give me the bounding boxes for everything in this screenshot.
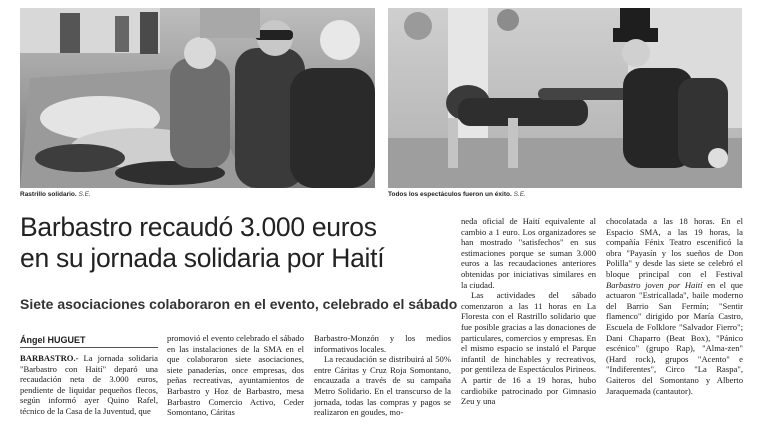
paragraph: La recaudación se distribuirá al 50% entre Cáritas y Cruz Roja Somontano, encauzada a través de su campaña Metro Solidario. En el transcurso de la jornada, todas las compras y pagos se realizaron en goudes, mo- <box>314 354 451 418</box>
paragraph-text: chocolatada a las 18 horas. En el Espacio SMA, a las 19 horas, la compañía Fénix Teatro escenificó la obra "Payasín y los sueños de Don Polilla" y desde las siete se celebró el bloque principal con el Festival <box>606 216 743 279</box>
byline: Ángel HUGUET <box>20 335 158 348</box>
article-column-1 <box>20 353 158 417</box>
paragraph: neda oficial de Haití equivalente al cambio a 1 euro. Los organizadores se han mostrado "satisfechos" en sus estimaciones porque se suman 3.000 euros a las recaudaciones anteriores obtenidas por iniciativas similares en la ciudad. <box>461 216 596 290</box>
subheadline: Siete asociaciones colaboraron en el evento, celebrado el sábado <box>20 296 458 312</box>
paragraph: promovió el evento celebrado el sábado en las instalaciones de la SMA en el que colaboraron siete asociaciones, siete panaderías, once empresas, dos peñas recreativas, ayuntamientos de Barbastro y Hoz de Barbastro, mesa Barbastro Comercio Activo, Ceder Somontano, Cáritas <box>167 333 304 418</box>
article-column-5 <box>606 216 743 396</box>
article-column-3 <box>314 333 451 418</box>
paragraph-text: La jornada solidaria "Barbastro con Haití" deparó una recaudación neta de 3.000 euros, pendiente de liquidar pequeños flecos, según informó ayer Quino Rafel, técnico de la Casa de la Juventud, que <box>20 353 158 416</box>
photo-rastrillo <box>20 8 375 188</box>
right-photo-caption <box>388 191 526 198</box>
paragraph <box>606 216 743 396</box>
left-caption-credit: S.E. <box>78 191 91 198</box>
dateline: BARBASTRO.- <box>20 353 79 363</box>
right-caption-title: Todos los espectáculos fueron un éxito. <box>388 191 512 198</box>
paragraph <box>20 353 158 417</box>
right-caption-credit: S.E. <box>513 191 526 198</box>
article-column-4 <box>461 216 596 407</box>
photo-espectaculos <box>388 8 742 188</box>
left-photo-caption <box>20 191 91 198</box>
paragraph: Las actividades del sábado comenzaron a las 11 horas en La Floresta con el Rastrillo solidario que fue posible gracias a las donaciones de particulares, comercios y empresas. En el mismo espacio se instaló el Parque infantil de hinchables y recreativos, por gentileza de Espectáculos Pirineos. A partir de 16 a 19 horas, hubo cardiobike patrocinado por Gimnasio Zeu y una <box>461 290 596 407</box>
article-column-2 <box>167 333 304 418</box>
headline <box>20 212 460 274</box>
headline-line-2: en su jornada solidaria por Haití <box>20 243 385 273</box>
paragraph-text: en el que actuaron "Estricallada", baile moderno del Barrio San Fermín; "Sentir flamenco" dirigido por María Castro, Escuela de Folklore "Salvador Fierro"; Dani Chaparro (Beat Box), "Pánico escénico" (grupo Rap), "Alma-zen" (Hard rock), grupos "Acento" e "Indiferentes", Circo "La Raspa", Gaiteros del Somontano y Alberto Jaraquemada (cantautor). <box>606 279 743 396</box>
left-caption-title: Rastrillo solidario. <box>20 191 77 198</box>
headline-line-1: Barbastro recaudó 3.000 euros <box>20 212 377 242</box>
paragraph: Barbastro-Monzón y los medios informativos locales. <box>314 333 451 354</box>
festival-name: Barbastro joven por Haití <box>606 279 703 290</box>
